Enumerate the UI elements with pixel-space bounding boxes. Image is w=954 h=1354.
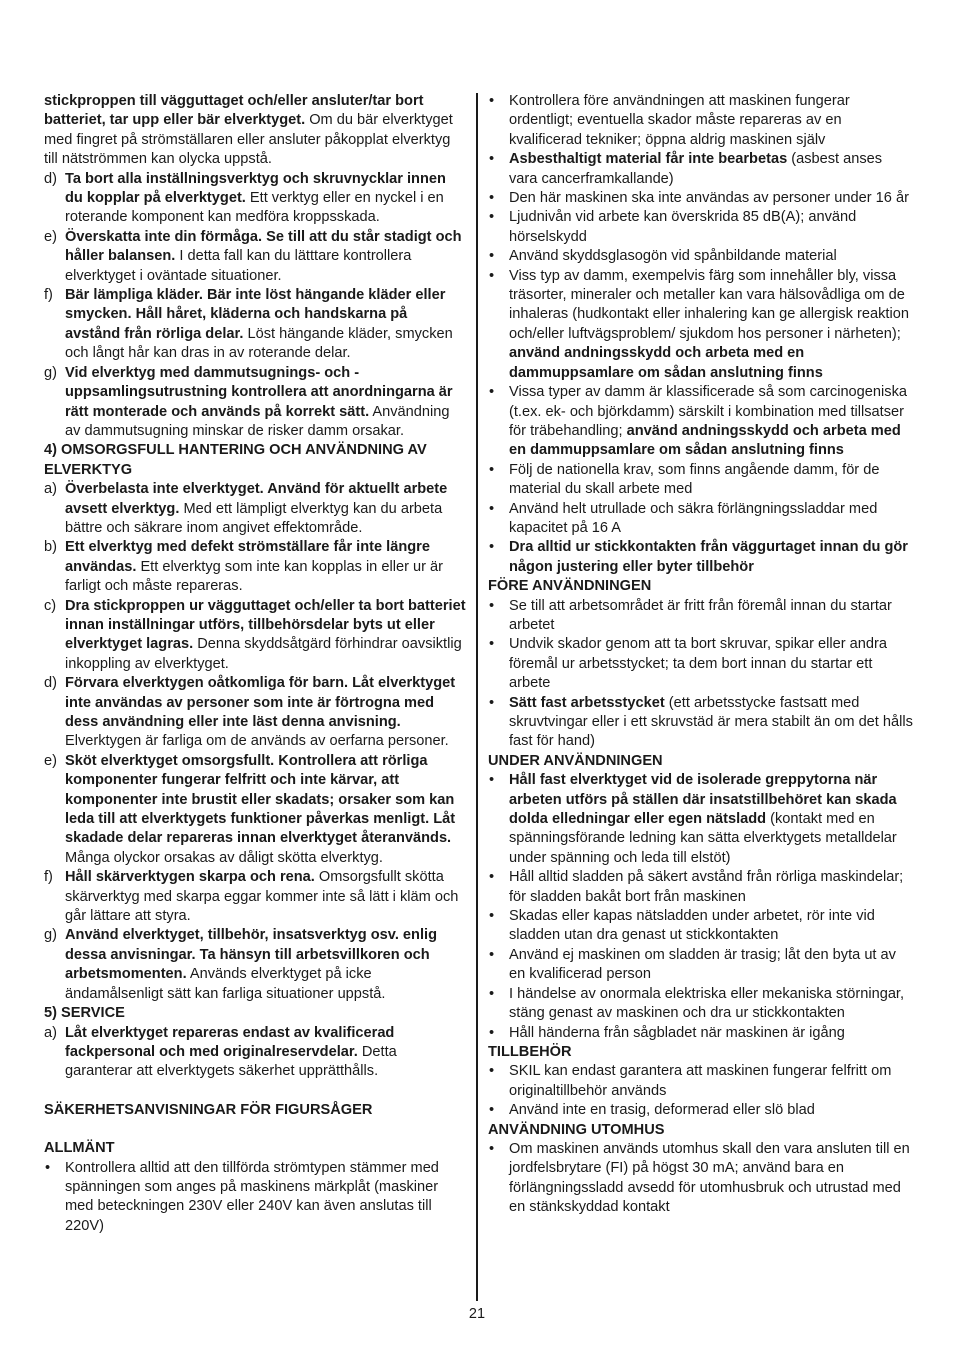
body-text: Använd inte en trasig, deformerad eller slö blad xyxy=(509,1102,815,1119)
bold-text: Låt elverktyget repareras endast av kvalificerad fackpersonal och med originalreservdelar. xyxy=(65,1024,395,1060)
list-item xyxy=(44,674,466,752)
bold-text: Förvara elverktygen oåtkomliga för barn. Låt elverktyget inte användas av personer som inte är förtrogna med dess användning eller inte läst denna anvisning. xyxy=(65,675,456,730)
section-heading-5: 5) SERVICE xyxy=(44,1005,125,1022)
body-text: (asbest anses vara cancerframkallande) xyxy=(509,151,883,187)
list-item xyxy=(44,926,466,1004)
body-text: Följ de nationella krav, som finns angående damm, för de material du skall arbete med xyxy=(509,461,880,498)
body-text: Om maskinen används utomhus skall den vara ansluten till en jordfelsbrytare (FI) på högst 30 mA; använd bara en förlängningssladd avsedd för utomhusbruk och utrustad med en stänkskyddad kontakt xyxy=(509,1140,910,1216)
list-item xyxy=(44,286,466,364)
item-label: e) xyxy=(44,228,57,245)
safety-list-handling xyxy=(44,480,466,1004)
bold-text: Överskatta inte din förmåga. Se till att du står stadigt och håller balansen. xyxy=(65,228,462,265)
bold-text: stickproppen till vägguttaget och/eller ansluter/tar bort batteriet, tar upp eller bär elverktyget. xyxy=(44,93,424,129)
body-text: Se till att arbetsområdet är fritt från föremål innan du startar arbetet xyxy=(509,597,892,633)
bold-text: Ett elverktyg med defekt strömställare får inte längre användas. xyxy=(65,539,430,575)
bullet-item xyxy=(44,1159,466,1237)
list-item xyxy=(44,170,466,228)
body-text: Den här maskinen ska inte användas av personer under 16 år xyxy=(509,190,909,207)
body-text: Undvik skador genom att ta bort skruvar, spikar eller andra föremål ur arbetsstycket; ta dem bort innan du startar ett arbete xyxy=(509,636,887,692)
item-label: a) xyxy=(44,481,57,498)
bullet-item xyxy=(488,907,913,946)
bullet-item xyxy=(488,1101,913,1120)
general-bullets xyxy=(44,1159,466,1237)
bold-text: Asbesthaltigt material får inte bearbetas xyxy=(509,151,788,168)
body-text: Kontrollera före användningen att maskinen fungerar ordentligt; eventuella skador måste repareras av en kvalificerad tekniker; öppna aldrig maskinen själv xyxy=(509,93,850,148)
bullet-item xyxy=(488,92,913,150)
bold-text: Ta bort alla inställningsverktyg och skruvnycklar innen du kopplar på elverktyget. xyxy=(65,170,446,207)
safety-list-service xyxy=(44,1024,466,1082)
item-label: g) xyxy=(44,364,57,381)
body-text: Kontrollera alltid att den tillförda strömtypen stämmer med spänningen som anges på maskinens märkplåt (maskiner med beteckningen 230V eller 240V kan även anslutas till 220V) xyxy=(65,1159,439,1234)
bullet-item xyxy=(488,868,913,907)
body-text: Denna skyddsåtgärd förhindrar oavsiktlig inkoppling av elverktyget. xyxy=(65,636,462,672)
bullet-item xyxy=(488,946,913,985)
bullet-item xyxy=(488,635,913,693)
before-use-bullets xyxy=(488,597,913,752)
list-item xyxy=(44,364,466,442)
bullet-item xyxy=(488,694,913,752)
list-item xyxy=(44,480,466,538)
column-divider xyxy=(476,93,478,1301)
bullet-item xyxy=(488,1140,913,1218)
body-text: I detta fall kan du lätttare kontrollera elverktyget i oväntade situationer. xyxy=(65,248,412,284)
accessories-heading: TILLBEHÖR xyxy=(488,1043,572,1060)
bold-text: Håll skärverktygen skarpa och rena. xyxy=(65,869,315,886)
body-text: Detta garanterar att elverktygets säkerhet upprätthålls. xyxy=(65,1043,397,1080)
body-text: Håll alltid sladden på säkert avstånd från rörliga maskindelar; för sladden bakåt bort från maskinen xyxy=(509,869,904,905)
item-label: d) xyxy=(44,675,57,692)
body-text: Viss typ av damm, exempelvis färg som innehåller bly, vissa träsorter, mineraler och metaller kan vara hälsovådliga om de inhaleras (hudkontakt eller inhalering kan ge allergisk reaktion och/eller luftvägsproblem/ sjukdom hos personer i närheten); xyxy=(509,267,909,342)
body-text: Användning av dammutsugning minskar de risker damm orsakar. xyxy=(65,403,450,439)
bullet-item xyxy=(488,500,913,539)
body-text: Håll händerna från sågbladet när maskinen är igång xyxy=(509,1024,845,1041)
accessories-bullets xyxy=(488,1062,913,1120)
bullet-item xyxy=(488,597,913,636)
bullet-item xyxy=(488,208,913,247)
body-text: Elverktygen är farliga om de används av oerfarna personer. xyxy=(65,733,449,750)
right-column xyxy=(488,92,913,1218)
bold-text: Dra stickproppen ur vägguttaget och/eller ta bort batteriet innan inställningar utförs, tillbehörsdelar byts ut eller elverktyget lagras. xyxy=(65,597,466,653)
bold-text: Vid elverktyg med dammutsugnings- och -uppsamlingsutrustning kontrollera att anordningarna är rätt monterade och används på korrekt sätt. xyxy=(65,364,453,420)
bullet-item xyxy=(488,461,913,500)
bold-text: Överbelasta inte elverktyget. Använd för aktuellt arbete avsett elverktyg. xyxy=(65,481,448,517)
body-text: I händelse av onormala elektriska eller mekaniska störningar, stäng genast av maskinen och dra ur stickkontakten xyxy=(509,985,905,1022)
list-item xyxy=(44,228,466,286)
bold-text: Sköt elverktyget omsorgsfullt. Kontrollera att rörliga komponenter fungerar felfritt och inte kärvar, att komponenter inte brustit eller skadats; orsaker som kan leda till att elverktygets funktioner påverkas menligt. Låt skadade delar repareras innan elverktyget återanvänds. xyxy=(65,752,456,847)
item-label: d) xyxy=(44,170,57,187)
bold-text: Dra alltid ur stickkontakten från väggurtaget innan du gör någon justering eller byter tillbehör xyxy=(509,539,908,575)
safety-list-personal xyxy=(44,170,466,442)
section-heading-4: 4) OMSORGSFULL HANTERING OCH ANVÄNDNING AV ELVERKTYG xyxy=(44,442,427,478)
item-label: f) xyxy=(44,287,53,304)
bullet-item xyxy=(488,383,913,461)
body-text: Om du bär elverktyget med fingret på strömställaren eller ansluter påkopplat elverktyg till nätströmmen kan olycka uppstå. xyxy=(44,112,453,168)
bold-text: Bär lämpliga kläder. Bär inte löst hängande kläder eller smycken. Håll håret, kläderna och handskarna på avstånd från rörliga delar. xyxy=(65,287,446,342)
body-text: Ett verktyg eller en nyckel i en roterande komponent kan medföra kroppsskada. xyxy=(65,190,444,226)
bullet-item xyxy=(488,538,913,577)
page-number: 21 xyxy=(468,1306,486,1322)
body-text: Ljudnivån vid arbete kan överskrida 85 dB(A); använd hörselskydd xyxy=(509,209,857,245)
bullet-item xyxy=(488,985,913,1024)
body-text: Vissa typer av damm är klassificerade så som carcinogeniska (t.ex. ek- och björkdamm) särskilt i kombination med tillsatser för träbehandling; xyxy=(509,384,907,439)
bold-text: Sätt fast arbetsstycket xyxy=(509,694,665,711)
body-text: Ett elverktyg som inte kan kopplas in eller ur är farligt och måste repareras. xyxy=(65,558,443,595)
bold-text: Använd elverktyget, tillbehör, insatsverktyg osv. enlig dessa anvisningar. Ta hänsyn till arbetsvillkoren och arbetsmomenten. xyxy=(65,927,437,983)
body-text: Många olyckor orsakas av dåligt skötta elverktyg. xyxy=(65,849,383,866)
before-use-heading: FÖRE ANVÄNDNINGEN xyxy=(488,578,652,595)
item-label: b) xyxy=(44,539,57,556)
body-text: Omsorgsfullt skötta skärverktyg med skarpa eggar kommer inte så lätt i kläm och går lättare att styra. xyxy=(65,869,459,925)
outdoor-use-bullets xyxy=(488,1140,913,1218)
item-label: f) xyxy=(44,869,53,886)
body-text: Använd skyddsglasogön vid spånbildande material xyxy=(509,248,837,265)
list-item xyxy=(44,752,466,868)
general-bullets-continued xyxy=(488,92,913,577)
item-label: g) xyxy=(44,927,57,944)
bullet-item xyxy=(488,1062,913,1101)
spacer xyxy=(44,1120,466,1139)
bullet-item xyxy=(488,1024,913,1043)
body-text: Använd ej maskinen om sladden är trasig; låt den byta ut av en kvalificerad person xyxy=(509,946,896,983)
list-item xyxy=(44,538,466,596)
bullet-item xyxy=(488,771,913,868)
body-text: Skadas eller kapas nätsladden under arbetet, rör inte vid sladden utan dra genast ut stickkontakten xyxy=(509,908,875,944)
bullet-item xyxy=(488,247,913,266)
body-text: (ett arbetsstycke fastsatt med skruvtvingar eller i ett skruvstäd är mera stabilt än om det hålls fast för hand) xyxy=(509,694,913,750)
list-item xyxy=(44,1024,466,1082)
left-column xyxy=(44,92,466,1236)
continued-paragraph xyxy=(44,92,466,170)
bullet-item xyxy=(488,150,913,189)
jigsaw-safety-heading: SÄKERHETSANVISNINGAR FÖR FIGURSÅGER xyxy=(44,1101,373,1118)
list-item xyxy=(44,868,466,926)
item-label: a) xyxy=(44,1024,57,1041)
spacer xyxy=(44,1082,466,1101)
during-use-bullets xyxy=(488,771,913,1043)
outdoor-use-heading: ANVÄNDNING UTOMHUS xyxy=(488,1121,665,1138)
during-use-heading: UNDER ANVÄNDNINGEN xyxy=(488,752,663,769)
item-label: e) xyxy=(44,752,57,769)
list-item xyxy=(44,597,466,675)
body-text: Använd helt utrullade och säkra förlängningssladdar med kapacitet på 16 A xyxy=(509,500,878,536)
bold-text: använd andningsskydd och arbeta med en dammuppsamlare om sådan anslutning finns xyxy=(509,422,901,459)
body-text: Med ett lämpligt elverktyg kan du arbeta bättre och säkrare inom angivet effektområde. xyxy=(65,500,443,536)
bold-text: använd andningsskydd och arbeta med en dammuppsamlare om sådan anslutning finns xyxy=(509,345,823,381)
body-text: SKIL kan endast garantera att maskinen fungerar felfritt om originaltillbehör används xyxy=(509,1063,892,1099)
general-heading: ALLMÄNT xyxy=(44,1140,115,1157)
bullet-item xyxy=(488,267,913,383)
body-text: (kontakt med en spänningsförande ledning kan sätta elverktygets metalldelar under spänning och leda till elstöt) xyxy=(509,811,897,866)
body-text: Löst hängande kläder, smycken och långt hår kan dras in av roterande delar. xyxy=(65,325,453,362)
body-text: Används elverktyget på icke ändamålsenligt sätt kan farliga situationer uppstå. xyxy=(65,966,386,1002)
item-label: c) xyxy=(44,597,57,614)
bullet-item xyxy=(488,189,913,208)
bold-text: Håll fast elverktyget vid de isolerade greppytorna när arbeten utförs på ställen där insatstillbehöret kan skada dolda elledningar eller egen nätsladd xyxy=(509,772,897,828)
